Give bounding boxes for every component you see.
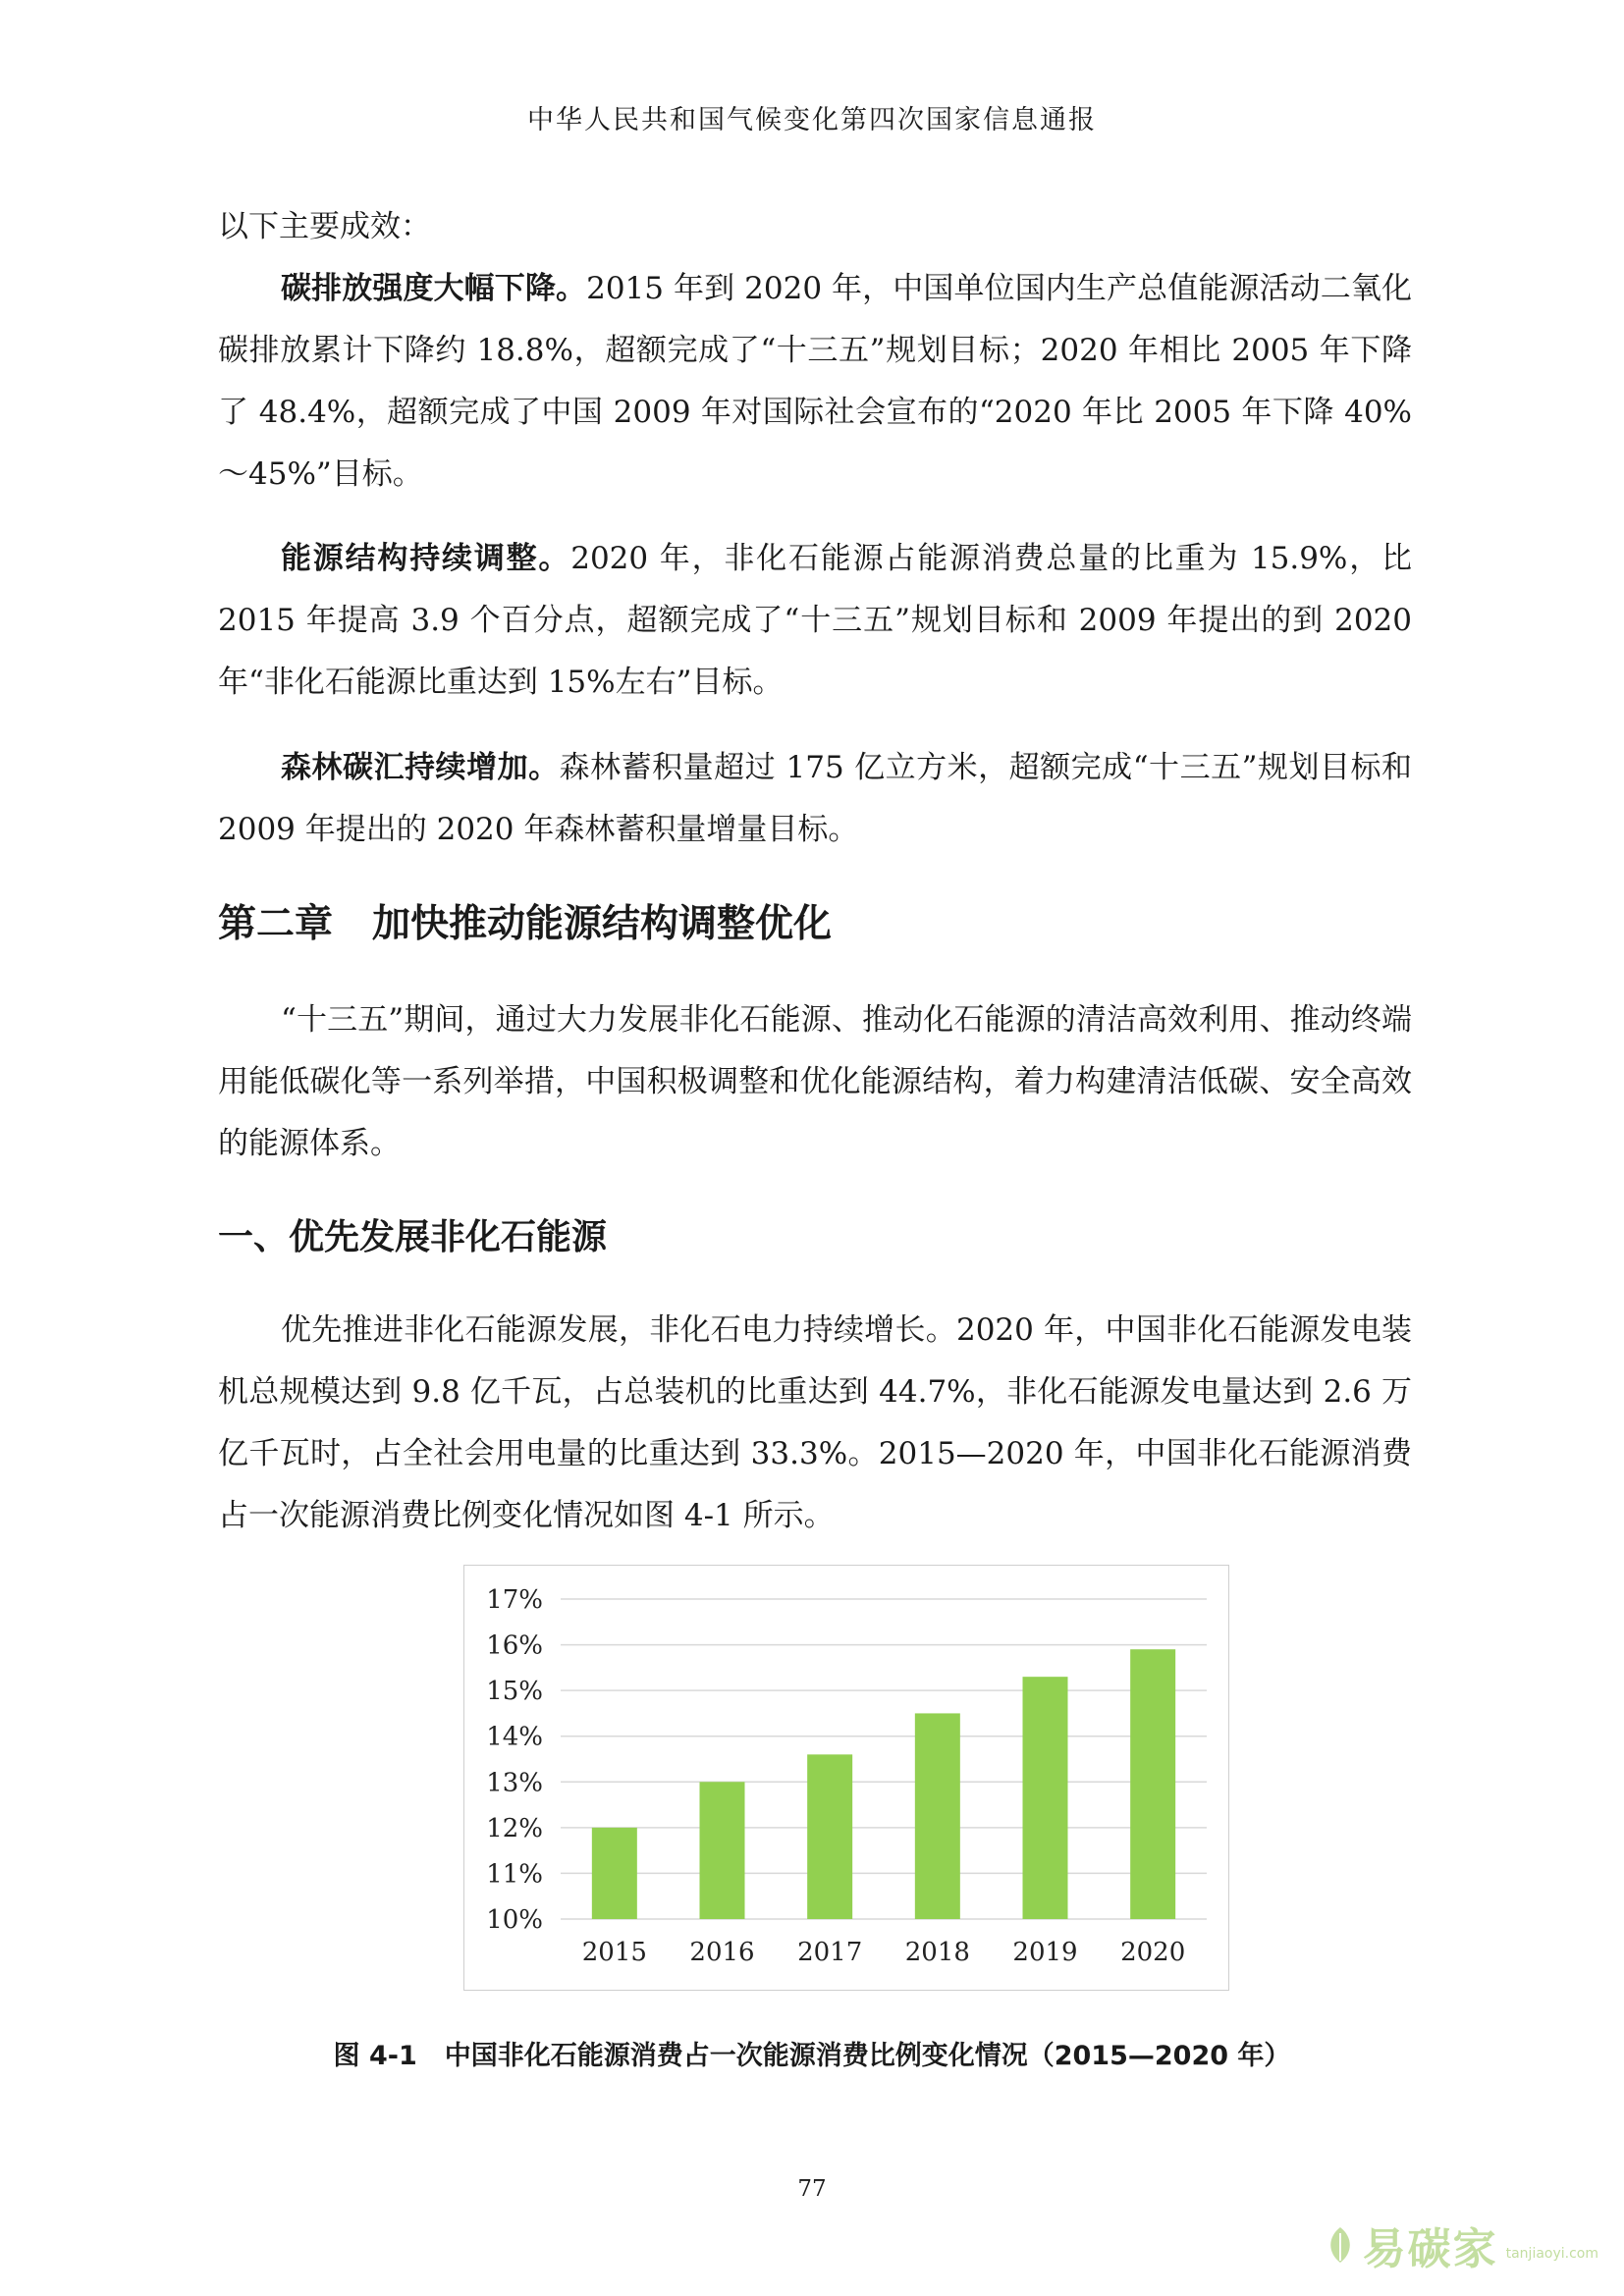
achievement-heading: 能源结构持续调整。 <box>281 541 571 576</box>
achievement-3 <box>218 737 1412 861</box>
y-tick-label: 16% <box>486 1630 543 1661</box>
achievement-paragraph <box>218 737 1412 861</box>
achievement-heading: 碳排放强度大幅下降。 <box>281 271 587 306</box>
figure-caption <box>0 2034 1624 2072</box>
chapter-title <box>218 893 832 948</box>
intro-paragraph: 以下主要成效： <box>218 209 431 244</box>
achievement-heading: 森林碳汇持续增加。 <box>281 750 560 785</box>
x-tick-label: 2015 <box>581 1938 647 1967</box>
achievement-1 <box>218 258 1412 506</box>
chapter-number: 第二章 <box>218 902 334 946</box>
achievement-text: 2020 年，非化石能源占能源消费总量的比重为 15.9%，比 2015 年提高 3.9 个百分点，超额完成了“十三五”规划目标和 2009 年提出的到 2020 年“非化石能源比重达到 15%左右”目标。 <box>218 541 1412 700</box>
bar-chart <box>463 1565 1229 1991</box>
achievement-paragraph <box>218 528 1412 714</box>
watermark <box>1326 2214 1598 2276</box>
bar <box>700 1782 745 1919</box>
x-tick-label: 2020 <box>1120 1938 1186 1967</box>
section-title: 一、优先发展非化石能源 <box>218 1217 608 1257</box>
section-paragraph: 优先推进非化石能源发展，非化石电力持续增长。2020 年，中国非化石能源发电装机总规模达到 9.8 亿千瓦，占总装机的比重达到 44.7%，非化石能源发电量达到 2.6 万亿千瓦时，占全社会用电量的比重达到 33.3%。2015—2020 年，中国非化石能源消费占一次能源消费比例变化情况如图 4-1 所示。 <box>218 1312 1412 1533</box>
watermark-domain: tanjiaoyi.com <box>1505 2246 1598 2262</box>
bar <box>1130 1649 1175 1919</box>
bar <box>807 1754 852 1919</box>
chapter-name: 加快推动能源结构调整优化 <box>372 902 833 946</box>
bar <box>1023 1677 1068 1919</box>
y-tick-label: 12% <box>486 1813 543 1843</box>
watermark-text: 易碳家 <box>1362 2224 1498 2274</box>
x-tick-label: 2017 <box>797 1938 863 1967</box>
figure-label: 图 4-1 <box>333 2041 417 2071</box>
achievement-text: 森林蓄积量超过 175 亿立方米，超额完成“十三五”规划目标和 2009 年提出的 2020 年森林蓄积量增量目标。 <box>218 750 1412 847</box>
section-body <box>218 1300 1412 1547</box>
bar <box>915 1713 960 1919</box>
intro-block <box>218 196 1412 258</box>
bar-chart-svg <box>464 1566 1230 1992</box>
bar <box>592 1828 637 1919</box>
running-header: 中华人民共和国气候变化第四次国家信息通报 <box>527 105 1097 135</box>
x-tick-label: 2019 <box>1012 1938 1078 1967</box>
leaf-logo-icon <box>1326 2225 1355 2265</box>
y-tick-label: 15% <box>486 1677 543 1707</box>
chapter-intro-block <box>218 989 1412 1175</box>
chapter-intro-paragraph: “十三五”期间，通过大力发展非化石能源、推动化石能源的清洁高效利用、推动终端用能低碳化等一系列举措，中国积极调整和优化能源结构，着力构建清洁低碳、安全高效的能源体系。 <box>218 1002 1412 1161</box>
y-tick-label: 13% <box>486 1768 543 1798</box>
page-number: 77 <box>797 2176 827 2202</box>
x-tick-label: 2016 <box>689 1938 755 1967</box>
achievement-paragraph <box>218 258 1412 506</box>
achievement-2 <box>218 528 1412 714</box>
y-tick-label: 14% <box>486 1722 543 1752</box>
y-tick-label: 11% <box>486 1859 543 1890</box>
x-tick-label: 2018 <box>904 1938 970 1967</box>
y-tick-label: 10% <box>486 1905 543 1935</box>
achievement-text: 2015 年到 2020 年，中国单位国内生产总值能源活动二氧化碳排放累计下降约 18.8%，超额完成了“十三五”规划目标；2020 年相比 2005 年下降了 48.4%，超额完成了中国 2009 年对国际社会宣布的“2020 年比 2005 年下降 40%～45%”目标。 <box>218 271 1412 492</box>
y-tick-label: 17% <box>486 1585 543 1615</box>
figure-title: 中国非化石能源消费占一次能源消费比例变化情况（2015—2020 年） <box>444 2041 1291 2071</box>
